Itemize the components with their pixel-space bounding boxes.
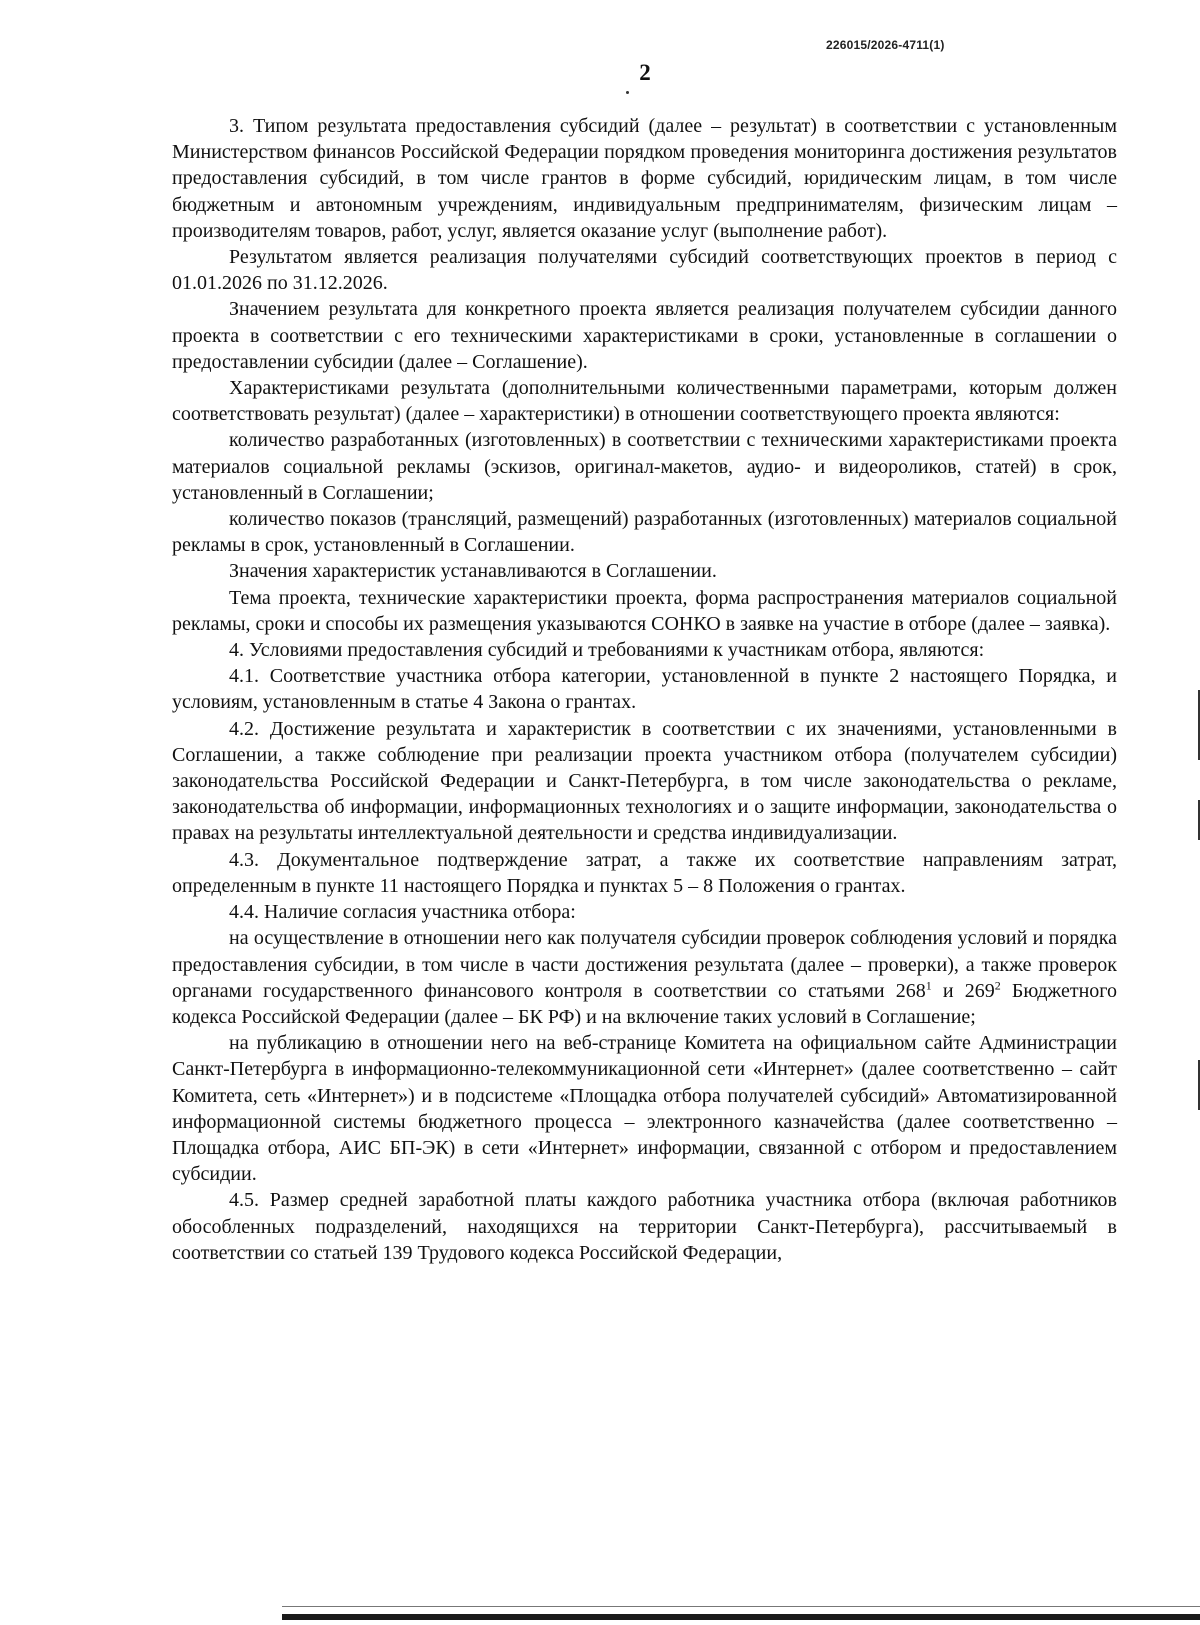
- checks-text-c: Бюджетного кодекса Российской Федерации (далее – БК РФ) и на включение таких условий в Соглашение;: [172, 979, 1118, 1028]
- paragraph-project-topic: Тема проекта, технические характеристики проекта, форма распространения материалов социальной рекламы, сроки и способы их размещения указываются СОНКО в заявке на участие в отборе (далее – заявка).: [172, 586, 1117, 635]
- paragraph-4-4-checks: [172, 925, 1117, 1030]
- document-body: [172, 113, 1117, 1266]
- checks-text-a: на осуществление в отношении него как получателя субсидии проверок соблюдения условий и порядка предоставления субсидии, в том числе в части достижения результата (далее – проверки), а также проверок органами государственного финансового контроля в соответствии со статьями 268: [172, 927, 1117, 1002]
- paragraph-4-4: 4.4. Наличие согласия участника отбора:: [229, 901, 576, 924]
- paragraph-characteristic-1: количество разработанных (изготовленных) в соответствии с техническими характеристиками проекта материалов социальной рекламы (эскизов, оригинал-макетов, аудио- и видеороликов, статей) в срок, установленный в Соглашении;: [172, 429, 1117, 504]
- paragraph-characteristic-2: количество показов (трансляций, размещений) разработанных (изготовленных) материалов социальной рекламы в срок, установленный в Соглашении.: [172, 508, 1117, 557]
- superscript-2: 2: [994, 978, 1001, 993]
- paragraph-result-value: Значением результата для конкретного проекта является реализация получателем субсидии данного проекта в соответствии с его техническими характеристиками в сроки, установленные в соглашении о предоставлении субсидии (далее – Соглашение).: [172, 298, 1117, 373]
- paragraph-4-2: 4.2. Достижение результата и характеристик в соответствии с их значениями, установленными в Соглашении, а также соблюдение при реализации проекта участником отбора (получателем субсидии) законодательства Российской Федерации и Санкт-Петербурга, в том числе законодательства о рекламе, законодательства об информации, информационных технологиях и о защите информации, законодательства о правах на результаты интеллектуальной деятельности и средства индивидуализации.: [172, 717, 1117, 845]
- page-number: 2: [639, 60, 651, 85]
- paragraph-4-4-publication: на публикацию в отношении него на веб-странице Комитета на официальном сайте Администрации Санкт-Петербурга в информационно-телекоммуникационной сети «Интернет» (далее соответственно – сайт Комитета, сеть «Интернет») и в подсистеме «Площадка отбора получателей субсидий» Автоматизированной информационной системы бюджетного процесса – электронного казначейства (далее соответственно – Площадка отбора, АИС БП-ЭК) в сети «Интернет» информации, связанной с отбором и предоставлением субсидии.: [172, 1032, 1117, 1186]
- paragraph-result: Результатом является реализация получателями субсидий соответствующих проектов в период с 01.01.2026 по 31.12.2026.: [172, 246, 1117, 295]
- document-id: 226015/2026-4711(1): [826, 38, 945, 52]
- paragraph-3: 3. Типом результата предоставления субсидий (далее – результат) в соответствии с установленным Министерством финансов Российской Федерации порядком проведения мониторинга достижения результатов предоставления субсидий, в том числе грантов в форме субсидий, юридическим лицам, в том числе бюджетным и автономным учреждениям, индивидуальным предпринимателям, физическим лицам – производителям товаров, работ, услуг, является оказание услуг (выполнение работ).: [172, 115, 1117, 242]
- paragraph-characteristics: Характеристиками результата (дополнительными количественными параметрами, которым должен соответствовать результат) (далее – характеристики) в отношении соответствующего проекта являются:: [172, 377, 1117, 426]
- paragraph-4-3: 4.3. Документальное подтверждение затрат, а также их соответствие направлениям затрат, определенным в пункте 11 настоящего Порядка и пунктах 5 – 8 Положения о грантах.: [172, 848, 1117, 897]
- paragraph-4-1: 4.1. Соответствие участника отбора категории, установленной в пункте 2 настоящего Порядка, и условиям, установленным в статье 4 Закона о грантах.: [172, 665, 1117, 714]
- scan-bottom-line: [282, 1606, 1200, 1607]
- paragraph-characteristic-values: Значения характеристик устанавливаются в Соглашении.: [229, 560, 717, 583]
- paragraph-4-5: 4.5. Размер средней заработной платы каждого работника участника отбора (включая работников обособленных подразделений, находящихся на территории Санкт-Петербурга), рассчитываемый в соответствии со статьей 139 Трудового кодекса Российской Федерации,: [172, 1189, 1117, 1264]
- superscript-1: 1: [925, 978, 932, 993]
- checks-text-b: и 269: [931, 979, 995, 1002]
- scan-speck: [626, 91, 629, 94]
- scan-bottom-edge: [282, 1614, 1200, 1620]
- paragraph-4: 4. Условиями предоставления субсидий и требованиями к участникам отбора, являются:: [229, 639, 985, 662]
